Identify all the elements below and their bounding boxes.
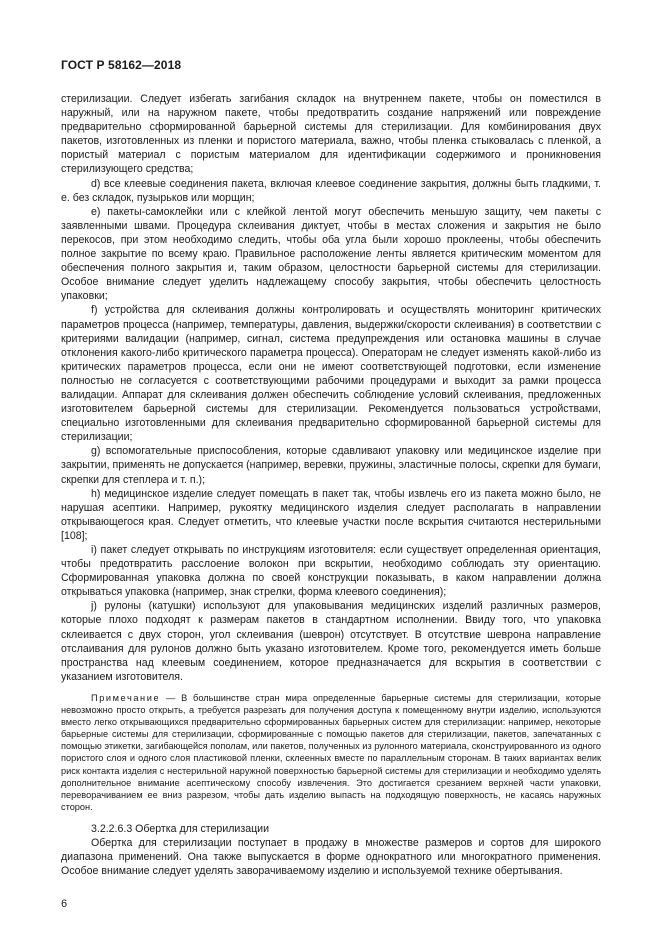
list-item-d: d) все клеевые соединения пакета, включая клеевое соединение закрытия, должны быть гладкими, т. е. без складок, пузырьков или морщин; [61, 177, 601, 204]
note-label: Примечание [91, 692, 161, 703]
list-item-g: g) вспомогательные приспособления, которые сдавливают упаковку или медицинское изделие при закрытии, применять не допускается (например, веревки, пружины, эластичные полосы, скрепки для бумаги, скрепки для степлера и т. п.); [61, 445, 601, 486]
list-item-f: f) устройства для склеивания должны контролировать и осуществлять мониторинг критических параметров процесса (например, температуры, давления, выдержки/скорости склеивания) в соответствии с критериями валидации (например, сигнал, система предупреждения или остановка машины в случае отклонения какого-либо критического параметра процесса). Операторам не следует изменять какой-либо из критических параметров процесса, если они не имеют соответствующей подготовки, если изменение полностью не согласуется с соответствующими рабочими процедурами и выходит за рамки процесса валидации. Аппарат для склеивания должен обеспечить соблюдение условий склеивания, предложенных изготовителем барьерной системы для стерилизации. Рекомендуется пользоваться устройствами, специально изготовленными для склеивания предварительно сформированной барьерной системы для стерилизации; [61, 304, 601, 444]
section-heading: 3.2.2.6.3 Обертка для стерилизации [91, 822, 269, 835]
note-block [61, 692, 601, 813]
list-item-i: i) пакет следует открывать по инструкциям изготовителя: если существует определенная ориентация, чтобы предотвратить расслоение волокон при вскрытии, необходимо соблюдать эту ориентацию. Сформированная упаковка должна по своей конструкции показывать, в каком направлении должна открываться упаковка (например, знак стрелки, форма клеевого соединения); [61, 544, 601, 599]
list-item-e: e) пакеты-самоклейки или с клейкой лентой могут обеспечить меньшую защиту, чем пакеты с заявленными швами. Процедура склеивания диктует, чтобы в местах сложения и закрытия не было перекосов, при этом необходимо следить, чтобы оба угла были хорошо проклеены, чтобы обеспечить полное закрытие по всему краю. Правильное расположение ленты является критическим моментом для обеспечения полного закрытия и, таким образом, целостности барьерной системы для стерилизации. Особое внимание следует уделить надлежащему способу закрытия, чтобы обеспечить целостность упаковки; [61, 205, 601, 303]
paragraph-continuation: стерилизации. Следует избегать загибания складок на внутреннем пакете, чтобы он поместился в наружный, или на наружном пакете, чтобы предотвратить создание напряжений или повреждение предварительно сформированной барьерной системы для стерилизации. Для комбинирования двух пакетов, изготовленных из пленки и пористого материала, важно, чтобы пленка стыковалась с пленкой, а пористый материал с пористым материалом для идентификации содержимого и проникновения стерилизующего средства; [61, 93, 601, 176]
note-dash: — [160, 692, 182, 703]
list-item-j: j) рулоны (катушки) используют для упаковывания медицинских изделий различных размеров, которые плохо подходят к размерам пакетов в стандартном исполнении. Ввиду того, что упаковка склеивается с двух сторон, угол склеивания (шеврон) отсутствует. В отсутствие шеврона направление отслаивания для рулонов должно быть указано изготовителем. Кроме того, рекомендуется иметь больше пространства над клеевым соединением, которое предназначается для вскрытия в соответствии с указанием изготовителя. [61, 600, 601, 683]
page-number: 6 [61, 898, 68, 910]
section-paragraph: Обертка для стерилизации поступает в продажу в множестве размеров и сортов для широкого диапазона применений. Она также выпускается в форме однократного или многократного применения. Особое внимание следует уделять заворачиваемому изделию и используемой технике обертывания. [61, 836, 601, 878]
document-body [61, 92, 601, 878]
list-item-h: h) медицинское изделие следует помещать в пакет так, чтобы извлечь его из пакета можно было, не нарушая асептики. Например, рукоятку медицинского изделия следует располагать в направлении открывающегося края. Следует отметить, что клеевые участки после вскрытия считаются нестерильными [108]; [61, 487, 601, 542]
document-header: ГОСТ Р 58162—2018 [61, 58, 182, 72]
note-text: В большинстве стран мира определенные барьерные системы для стерилизации, которые невозможно просто открыть, а требуется разрезать для получения доступа к помещенному внутри изделию, используются вместо легко открывающихся предварительно сформированных барьерных систем для стерилизации: например, некоторые барьерные системы для стерилизации, сформированные с помощью пакетов для стерилизации, пакетов, запечатанных с помощью этикетки, загибающейся пополам, или пакетов, полученных из рулонного материала, сконструированного из одного пористого слоя и одного слоя пластиковой пленки, склеенных вместе по параллельным сторонам. В таких вариантах велик риск контакта изделия с нестерильной наружной поверхностью барьерной системы для стерилизации и необходимо уделять дополнительное внимание асептическому способу извлечения. Это достигается срезанием верхней части упаковки, переворачиванием ее вниз разрезом, чтобы дать изделию выпасть на подходящую поверхность, не касаясь наружных сторон. [61, 692, 601, 812]
